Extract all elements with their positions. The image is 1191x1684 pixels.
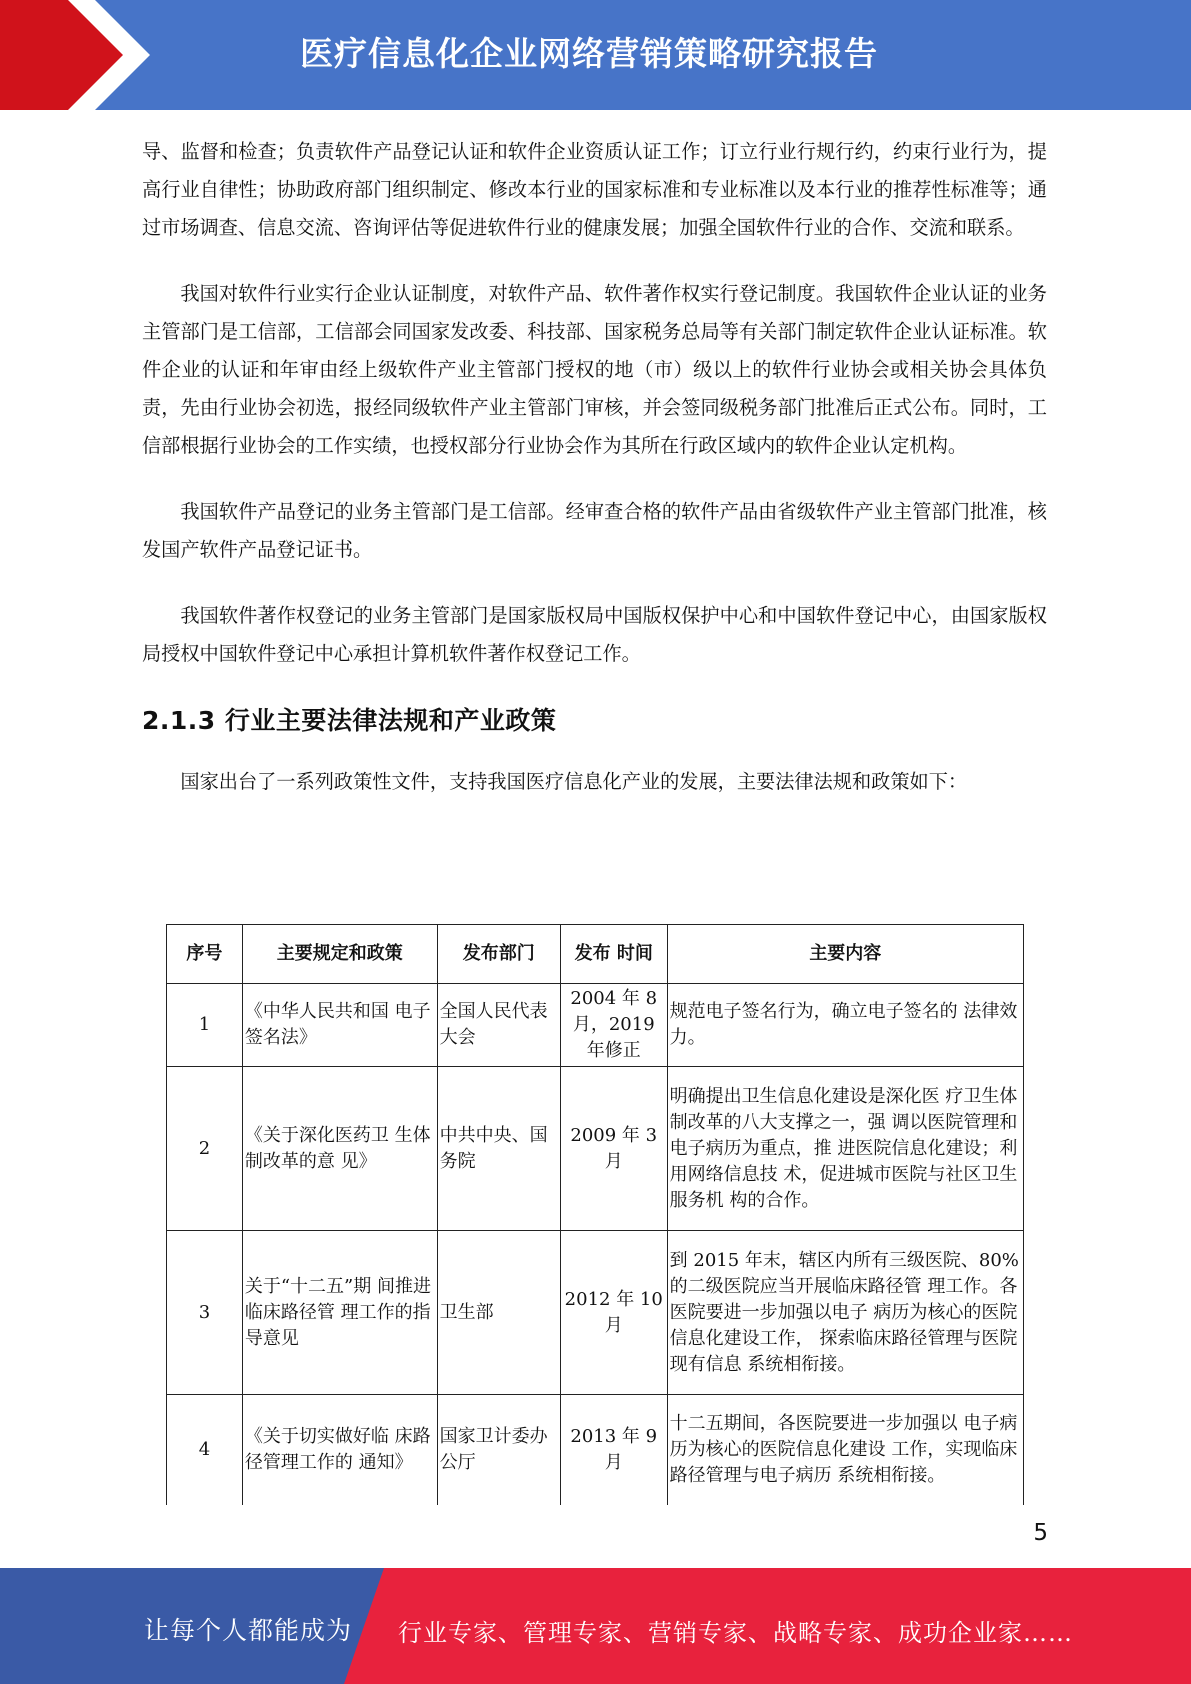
cell-no: 3 — [167, 1231, 243, 1395]
footer-slogan-left: 让每个人都能成为 — [144, 1616, 353, 1645]
cell-no: 1 — [167, 984, 243, 1067]
cell-no: 2 — [167, 1067, 243, 1231]
cell-content: 明确提出卫生信息化建设是深化医 疗卫生体制改革的八大支撑之一，强 调以医院管理和电子病历为重点，推 进医院信息化建设；利用网络信息技 术，促进城市医院与社区卫生服务机 构的合作。 — [667, 1067, 1023, 1231]
col-header-no: 序号 — [167, 925, 243, 984]
paragraph-certification: 我国对软件行业实行企业认证制度，对软件产品、软件著作权实行登记制度。我国软件企业认证的业务主管部门是工信部，工信部会同国家发改委、科技部、国家税务总局等有关部门制定软件企业认证标准。软件企业的认证和年审由经上级软件产业主管部门授权的地（市）级以上的软件行业协会或相关协会具体负责，先由行业协会初选，报经同级软件产业主管部门审核，并会签同级税务部门批准后正式公布。同时，工信部根据行业协会的工作实绩，也授权部分行业协会作为其所在行政区域内的软件企业认定机构。 — [142, 282, 1047, 457]
paragraph-product-registration: 我国软件产品登记的业务主管部门是工信部。经审查合格的软件产品由省级软件产业主管部门批准，核发国产软件产品登记证书。 — [142, 500, 1047, 561]
section-heading: 2.1.3 行业主要法律法规和产业政策 — [142, 706, 557, 735]
cell-dept: 卫生部 — [437, 1231, 560, 1395]
paragraph-copyright-registration: 我国软件著作权登记的业务主管部门是国家版权局中国版权保护中心和中国软件登记中心，由国家版权局授权中国软件登记中心承担计算机软件著作权登记工作。 — [142, 604, 1047, 665]
section-intro: 国家出台了一系列政策性文件，支持我国医疗信息化产业的发展，主要法律法规和政策如下： — [180, 770, 968, 793]
cell-name: 《关于深化医药卫 生体制改革的意 见》 — [242, 1067, 437, 1231]
cell-dept: 中共中央、国务院 — [437, 1067, 560, 1231]
table-row — [167, 1395, 1024, 1506]
cell-date: 2013 年 9 月 — [560, 1395, 667, 1506]
table-row — [167, 1067, 1024, 1231]
col-header-content: 主要内容 — [667, 925, 1023, 984]
document-body — [142, 133, 1047, 829]
paragraph-continued: 导、监督和检查；负责软件产品登记认证和软件企业资质认证工作；订立行业行规行约，约束行业行为，提高行业自律性；协助政府部门组织制定、修改本行业的国家标准和专业标准以及本行业的推荐性标准等；通过市场调查、信息交流、咨询评估等促进软件行业的健康发展；加强全国软件行业的合作、交流和联系。 — [142, 140, 1047, 239]
page-number: 5 — [1033, 1520, 1048, 1546]
cell-dept: 全国人民代表大会 — [437, 984, 560, 1067]
table-row — [167, 1231, 1024, 1395]
cell-name: 《中华人民共和国 电子签名法》 — [242, 984, 437, 1067]
table-row — [167, 984, 1024, 1067]
col-header-date: 发布 时间 — [560, 925, 667, 984]
cell-content: 十二五期间，各医院要进一步加强以 电子病历为核心的医院信息化建设 工作，实现临床路径管理与电子病历 系统相衔接。 — [667, 1395, 1023, 1506]
cell-no: 4 — [167, 1395, 243, 1506]
cell-name: 关于“十二五”期 间推进临床路径管 理工作的指导意见 — [242, 1231, 437, 1395]
cell-content: 到 2015 年末，辖区内所有三级医院、80%的二级医院应当开展临床路径管 理工作。各医院要进一步加强以电子 病历为核心的医院信息化建设工作， 探索临床路径管理与医院现有信息 系统相衔接。 — [667, 1231, 1023, 1395]
cell-name: 《关于切实做好临 床路径管理工作的 通知》 — [242, 1395, 437, 1506]
policy-table — [166, 924, 1024, 1505]
cell-content: 规范电子签名行为，确立电子签名的 法律效力。 — [667, 984, 1023, 1067]
header-chevron-decoration — [0, 0, 170, 110]
cell-dept: 国家卫计委办公厅 — [437, 1395, 560, 1506]
report-title: 医疗信息化企业网络营销策略研究报告 — [300, 34, 878, 73]
footer-slogan-right: 行业专家、管理专家、营销专家、战略专家、成功企业家…… — [398, 1619, 1073, 1647]
table-header-row — [167, 925, 1024, 984]
cell-date: 2009 年 3 月 — [560, 1067, 667, 1231]
col-header-name: 主要规定和政策 — [242, 925, 437, 984]
col-header-dept: 发布部门 — [437, 925, 560, 984]
cell-date: 2004 年 8 月，2019 年修正 — [560, 984, 667, 1067]
cell-date: 2012 年 10 月 — [560, 1231, 667, 1395]
